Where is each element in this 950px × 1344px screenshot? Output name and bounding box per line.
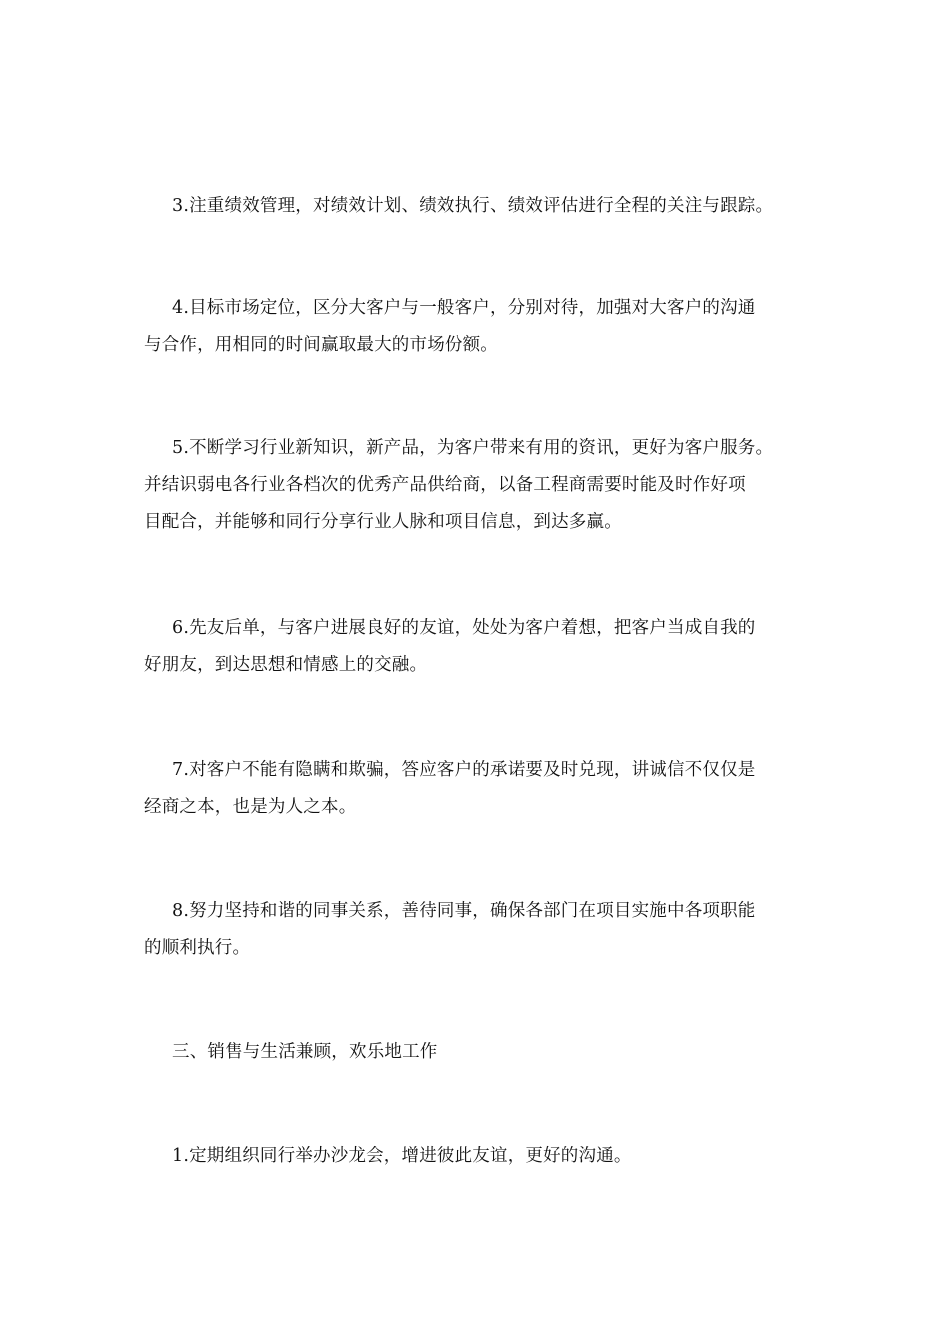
paragraph-line: 6.先友后单，与客户进展良好的友谊，处处为客户着想，把客户当成自我的 <box>172 618 756 638</box>
paragraph-item-4 <box>144 290 824 364</box>
paragraph-line: 的顺利执行。 <box>144 938 251 958</box>
paragraph-line: 并结识弱电各行业各档次的优秀产品供给商，以备工程商需要时能及时作好项 <box>144 475 746 495</box>
paragraph-item-3 <box>144 188 824 225</box>
section-heading-text: 三、销售与生活兼顾，欢乐地工作 <box>172 1042 438 1062</box>
paragraph-line: 目配合，并能够和同行分享行业人脉和项目信息，到达多赢。 <box>144 512 622 532</box>
paragraph-item-7 <box>144 752 824 826</box>
paragraph-line: 5.不断学习行业新知识，新产品，为客户带来有用的资讯，更好为客户服务。 <box>172 438 774 458</box>
paragraph-item-8 <box>144 893 824 967</box>
paragraph-line: 3.注重绩效管理，对绩效计划、绩效执行、绩效评估进行全程的关注与跟踪。 <box>172 196 774 216</box>
paragraph-line: 7.对客户不能有隐瞒和欺骗，答应客户的承诺要及时兑现，讲诚信不仅仅是 <box>172 760 756 780</box>
paragraph-line: 与合作，用相同的时间赢取最大的市场份额。 <box>144 335 498 355</box>
paragraph-item-1 <box>144 1138 824 1175</box>
paragraph-line: 经商之本，也是为人之本。 <box>144 797 357 817</box>
paragraph-item-5 <box>144 430 824 541</box>
paragraph-line: 4.目标市场定位，区分大客户与一般客户，分别对待，加强对大客户的沟通 <box>172 298 756 318</box>
paragraph-line: 1.定期组织同行举办沙龙会，增进彼此友谊，更好的沟通。 <box>172 1146 632 1166</box>
paragraph-item-6 <box>144 610 824 684</box>
paragraph-line: 8.努力坚持和谐的同事关系，善待同事，确保各部门在项目实施中各项职能 <box>172 901 756 921</box>
section-heading <box>144 1034 824 1071</box>
paragraph-line: 好朋友，到达思想和情感上的交融。 <box>144 655 428 675</box>
